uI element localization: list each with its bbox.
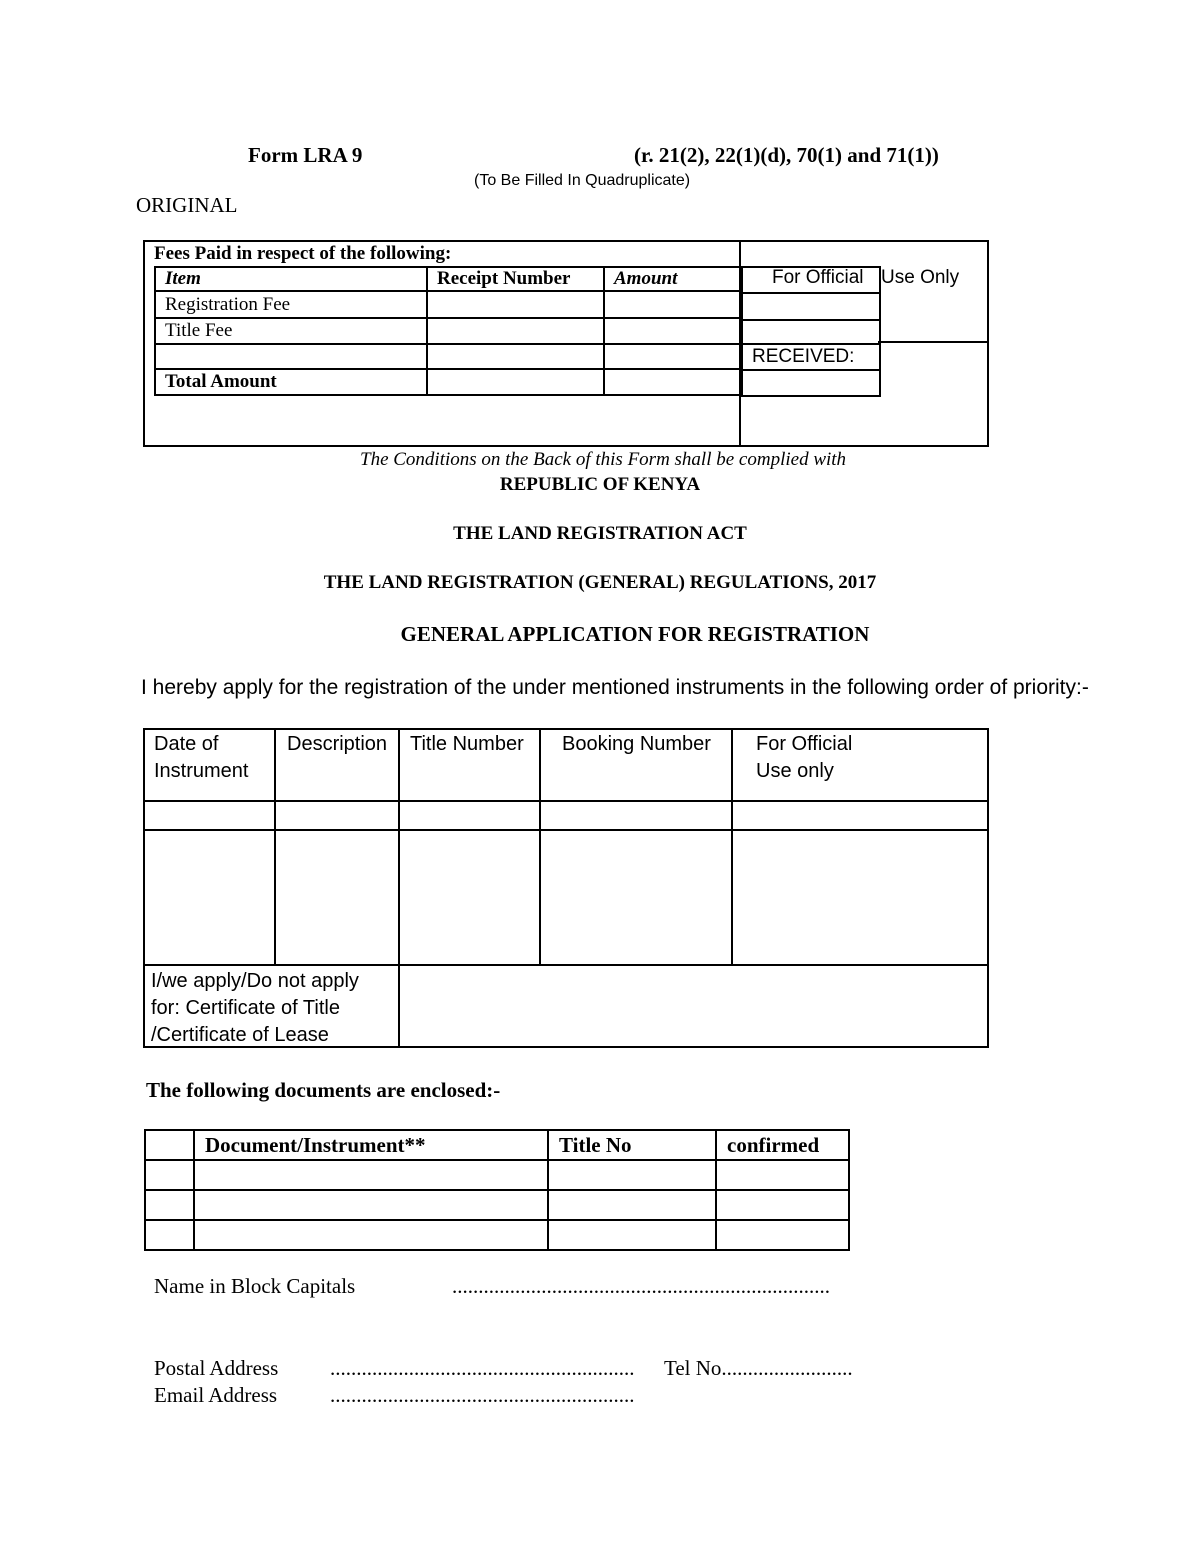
column-header-description: Description bbox=[287, 733, 388, 755]
table-row bbox=[155, 291, 742, 318]
title-no-cell[interactable] bbox=[548, 1220, 716, 1250]
column-header-date-line2: Instrument bbox=[154, 760, 249, 782]
document-cell[interactable] bbox=[194, 1160, 548, 1190]
official-use-label: For Official bbox=[772, 267, 864, 288]
email-address-field[interactable]: .......................................................... bbox=[330, 1383, 635, 1407]
regulations-title: THE LAND REGISTRATION (GENERAL) REGULATIONS, 2017 bbox=[323, 572, 877, 593]
table-row bbox=[155, 369, 742, 395]
table-row bbox=[145, 1130, 849, 1160]
index-cell[interactable] bbox=[145, 1190, 194, 1220]
official-cell bbox=[741, 293, 880, 320]
act-title: THE LAND REGISTRATION ACT bbox=[453, 523, 747, 544]
postal-address-label: Postal Address bbox=[154, 1356, 279, 1380]
amount-cell[interactable] bbox=[604, 344, 742, 369]
fees-heading: Fees Paid in respect of the following: bbox=[154, 243, 452, 264]
fees-table bbox=[154, 266, 743, 396]
row-divider bbox=[143, 829, 989, 831]
table-row bbox=[145, 1190, 849, 1220]
application-title: GENERAL APPLICATION FOR REGISTRATION bbox=[400, 622, 870, 646]
rule-reference: (r. 21(2), 22(1)(d), 70(1) and 71(1)) bbox=[634, 143, 939, 167]
received-label: RECEIVED: bbox=[741, 344, 880, 370]
title-no-cell[interactable] bbox=[548, 1190, 716, 1220]
table-row bbox=[145, 1220, 849, 1250]
column-header-booking-number: Booking Number bbox=[562, 733, 711, 755]
table-row bbox=[155, 344, 742, 369]
table-row bbox=[155, 318, 742, 344]
quadruplicate-note: (To Be Filled In Quadruplicate) bbox=[474, 172, 691, 189]
certificate-option-label bbox=[151, 968, 359, 1049]
documents-table bbox=[144, 1129, 850, 1251]
email-address-label: Email Address bbox=[154, 1383, 278, 1407]
copy-label: ORIGINAL bbox=[136, 193, 238, 217]
table-row bbox=[741, 320, 880, 344]
certificate-option-line3: /Certificate of Lease bbox=[151, 1024, 329, 1046]
column-divider bbox=[731, 728, 733, 966]
column-divider bbox=[539, 728, 541, 966]
confirmed-cell[interactable] bbox=[716, 1220, 849, 1250]
name-label: Name in Block Capitals bbox=[154, 1274, 356, 1298]
column-header-official-line2: Use only bbox=[756, 760, 834, 782]
document-cell[interactable] bbox=[194, 1190, 548, 1220]
certificate-option-line2: for: Certificate of Title bbox=[151, 997, 340, 1019]
column-header-confirmed: confirmed bbox=[716, 1130, 849, 1160]
table-row bbox=[145, 1160, 849, 1190]
table-row bbox=[741, 293, 880, 320]
column-header-official-line1: For Official bbox=[756, 733, 853, 755]
fee-item-registration: Registration Fee bbox=[155, 291, 427, 318]
total-amount-label: Total Amount bbox=[155, 369, 427, 395]
receipt-number-cell[interactable] bbox=[427, 318, 604, 344]
column-header-date-line1: Date of bbox=[154, 733, 219, 755]
receipt-number-cell[interactable] bbox=[427, 369, 604, 395]
confirmed-cell[interactable] bbox=[716, 1190, 849, 1220]
receipt-number-cell[interactable] bbox=[427, 344, 604, 369]
documents-heading: The following documents are enclosed:- bbox=[146, 1078, 501, 1102]
official-cell bbox=[741, 320, 880, 344]
column-header-title-no: Title No bbox=[548, 1130, 716, 1160]
column-header-receipt-number: Receipt Number bbox=[427, 267, 604, 291]
official-cell bbox=[741, 370, 880, 396]
amount-cell[interactable] bbox=[604, 291, 742, 318]
column-divider bbox=[274, 728, 276, 966]
index-cell[interactable] bbox=[145, 1160, 194, 1190]
postal-address-field[interactable]: .......................................................... bbox=[330, 1356, 635, 1380]
republic-title: REPUBLIC OF KENYA bbox=[499, 474, 701, 495]
amount-cell[interactable] bbox=[604, 369, 742, 395]
title-no-cell[interactable] bbox=[548, 1160, 716, 1190]
confirmed-cell[interactable] bbox=[716, 1160, 849, 1190]
column-header-item: Item bbox=[155, 267, 427, 291]
apply-statement: I hereby apply for the registration of the under mentioned instruments in the following order of priority:- bbox=[141, 676, 1089, 699]
row-divider bbox=[143, 800, 989, 802]
column-divider bbox=[398, 728, 400, 1048]
column-header-document: Document/Instrument** bbox=[194, 1130, 548, 1160]
tel-no-field[interactable]: Tel No......................... bbox=[664, 1356, 853, 1380]
table-row bbox=[155, 267, 742, 291]
conditions-note: The Conditions on the Back of this Form shall be complied with bbox=[360, 449, 847, 470]
table-row bbox=[741, 344, 880, 370]
receipt-number-cell[interactable] bbox=[427, 291, 604, 318]
name-field[interactable]: ........................................................................ bbox=[452, 1274, 830, 1298]
form-id: Form LRA 9 bbox=[248, 143, 363, 167]
fee-item-blank[interactable] bbox=[155, 344, 427, 369]
index-cell bbox=[145, 1130, 194, 1160]
column-header-date bbox=[154, 731, 248, 785]
certificate-option-line1: I/we apply/Do not apply bbox=[151, 970, 359, 992]
column-header-title-number: Title Number bbox=[410, 733, 524, 755]
column-header-amount: Amount bbox=[604, 267, 742, 291]
official-divider bbox=[878, 341, 989, 343]
fee-item-title: Title Fee bbox=[155, 318, 427, 344]
row-divider bbox=[143, 964, 989, 966]
document-cell[interactable] bbox=[194, 1220, 548, 1250]
amount-cell[interactable] bbox=[604, 318, 742, 344]
column-header-official-use bbox=[756, 731, 852, 785]
table-row bbox=[741, 370, 880, 396]
index-cell[interactable] bbox=[145, 1220, 194, 1250]
official-use-label-continued: Use Only bbox=[881, 267, 960, 288]
